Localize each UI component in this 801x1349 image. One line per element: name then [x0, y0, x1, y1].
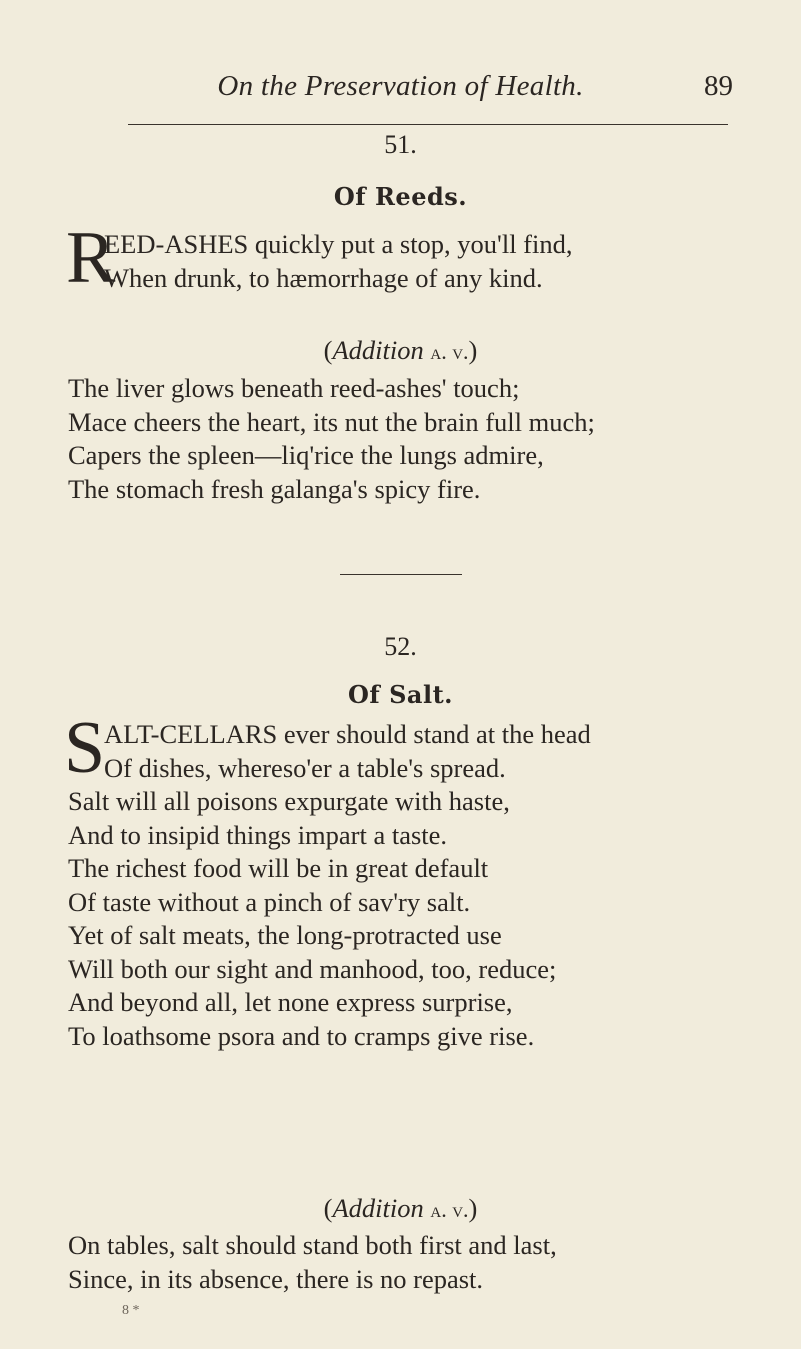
running-head — [0, 70, 801, 110]
verse-line: And beyond all, let none express surprise, — [68, 987, 513, 1017]
drop-cap-s: S — [64, 707, 106, 789]
header-rule — [128, 124, 728, 125]
section-number-51: 51. — [384, 130, 417, 159]
addition-verse-51 — [68, 372, 595, 506]
section-title-51: Of Reeds. — [333, 182, 468, 211]
addition-initials: a. v. — [430, 1197, 469, 1222]
signature-mark: 8 * — [122, 1303, 140, 1318]
addition-word: Addition — [332, 1193, 424, 1223]
addition-word: Addition — [332, 335, 424, 365]
section-number-52: 52. — [384, 632, 417, 661]
verse-line: The liver glows beneath reed-ashes' touch; — [68, 373, 520, 403]
verse-block-52 — [104, 718, 591, 785]
section-title-52: Of Salt. — [347, 680, 454, 709]
verse-body-52 — [68, 785, 556, 1053]
verse-line: Capers the spleen—liq'rice the lungs admire, — [68, 440, 544, 470]
verse-line: Of dishes, whereso'er a table's spread. — [104, 752, 506, 783]
verse-line: Mace cheers the heart, its nut the brain full much; — [68, 406, 595, 437]
verse-line: When drunk, to hæmorrhage of any kind. — [104, 262, 543, 293]
verse-line: And to insipid things impart a taste. — [68, 819, 448, 850]
section-divider — [340, 574, 462, 575]
verse-line: The richest food will be in great default — [68, 853, 489, 883]
verse-line: ALT-CELLARS ever should stand at the head — [104, 719, 591, 749]
verse-line: The stomach fresh galanga's spicy fire. — [68, 473, 481, 504]
addition-heading-52: (Addition a. v.) — [323, 1193, 478, 1223]
addition-initials: a. v. — [430, 339, 469, 364]
verse-line: Salt will all poisons expurgate with haste, — [68, 786, 510, 816]
verse-block-51 — [104, 228, 573, 295]
verse-line: To loathsome psora and to cramps give rise. — [68, 1020, 535, 1051]
verse-line: Yet of salt meats, the long-protracted use — [68, 920, 502, 950]
verse-line: EED-ASHES quickly put a stop, you'll find, — [104, 229, 573, 259]
page-number: 89 — [704, 70, 733, 102]
verse-line: Of taste without a pinch of sav'ry salt. — [68, 886, 471, 917]
verse-line: Will both our sight and manhood, too, reduce; — [68, 953, 557, 984]
drop-cap-r: R — [66, 217, 116, 299]
addition-heading-51: (Addition a. v.) — [323, 335, 478, 365]
running-title: On the Preservation of Health. — [217, 70, 584, 102]
addition-verse-52 — [68, 1229, 557, 1296]
verse-line: On tables, salt should stand both first and last, — [68, 1230, 557, 1260]
verse-line: Since, in its absence, there is no repast. — [68, 1263, 484, 1294]
